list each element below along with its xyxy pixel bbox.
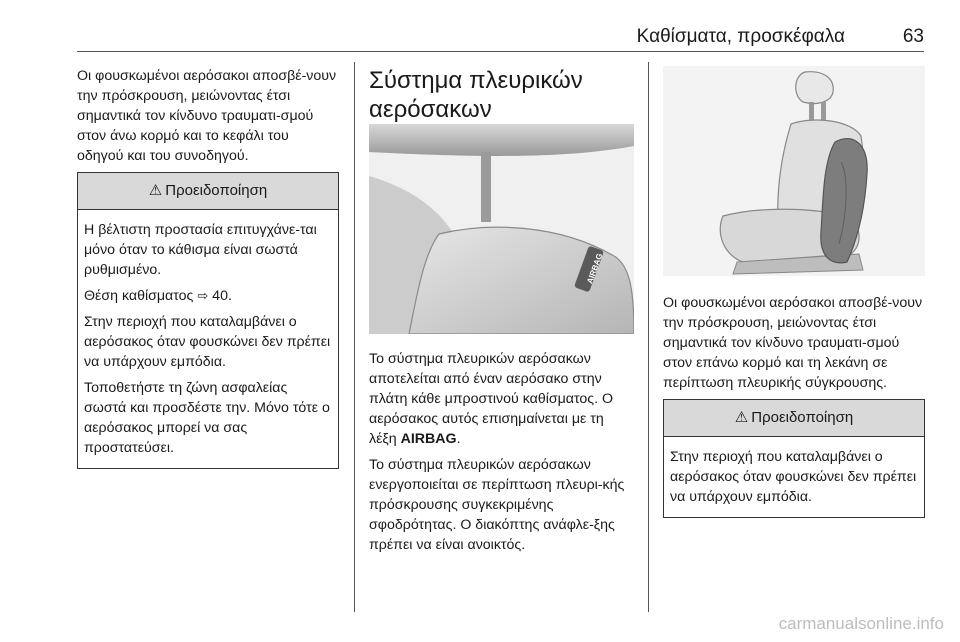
warning-icon: ⚠ [148,182,163,199]
seat-side-airbag-closeup-figure [369,124,634,334]
header-rule [77,51,924,52]
warning-paragraph: Η βέλτιστη προστασία επιτυγχάνε-ται μόνο όταν το κάθισμα είναι σωστά ρυθμισμένο. [84,222,317,278]
header-title: Καθίσματα, προσκέφαλα [636,26,845,47]
warning-paragraph: Στην περιοχή που καταλαμβάνει ο αερόσακος όταν φουσκώνει δεν πρέπει να υπάρχουν εμπόδια. [670,449,917,505]
warning-body [664,437,924,517]
column-divider-2 [648,62,649,612]
warning-header [664,400,924,437]
seat-closeup-illustration [369,124,634,334]
warning-title: Προειδοποίηση [751,409,854,426]
warning-paragraph: Στην περιοχή που καταλαμβάνει ο αερόσακος όταν φουσκώνει δεν πρέπει να υπάρχουν εμπόδια. [84,314,331,370]
column-2-text [369,349,635,561]
side-airbag-effect-paragraph: Οι φουσκωμένοι αερόσακοι αποσβέ-νουν την πρόσκρουση, μειώνοντας έτσι σημαντικά τον κίνδυνο τραυματι-σμού στον επάνω κορμό και τη λεκάνη σε περίπτωση πλευρικής σύγκρουσης. [663,295,923,391]
warning-icon: ⚠ [734,409,749,426]
airbag-description-text: Το σύστημα πλευρικών αερόσακων αποτελείται από έναν αερόσακο στην πλάτη κάθε μπροστινού καθίσματος. Ο αερόσακος αυτός επισημαίνεται με τη λέξη [369,351,614,447]
warning-title: Προειδοποίηση [165,182,268,199]
section-heading: Σύστημα πλευρικών αερόσακων [369,67,583,123]
airbag-tag-label: AIRBAG [585,252,605,285]
airbag-label-word: AIRBAG [400,431,457,447]
watermark: carmanualsonline.info [778,614,944,633]
airbag-description-end: . [456,431,461,447]
column-divider-1 [354,62,355,612]
page-reference-arrow-icon: ⇨ [197,288,209,303]
intro-paragraph: Οι φουσκωμένοι αερόσακοι αποσβέ-νουν την πρόσκρουση, μειώνοντας έτσι σημαντικά τον κίνδυνο τραυματι-σμού στον άνω κορμό και το κεφάλι του οδηγού και του συνοδηγού. [77,68,337,164]
warning-body [78,210,338,468]
column-3-text [663,293,925,518]
warning-paragraph: Τοποθετήστε τη ζώνη ασφαλείας σωστά και προσδέστε την. Μόνο τότε ο αερόσακος μπορεί να σας προστατεύσει. [84,380,330,456]
airbag-description [369,349,635,449]
warning-header [78,173,338,210]
activation-paragraph: Το σύστημα πλευρικών αερόσακων ενεργοποιείται σε περίπτωση πλευρι-κής πρόσκρουσης συγκεκριμένης σφοδρότητας. Ο διακόπτης ανάφλε-ξης πρέπει να είναι ανοικτός. [369,457,625,553]
crossref-page: 40. [208,288,232,304]
warning-paragraph-crossref [84,286,332,306]
column-3 [663,66,925,606]
warning-box-2 [663,399,925,518]
page-number: 63 [902,26,924,47]
column-1 [77,66,339,469]
crossref-text: Θέση καθίσματος [84,288,198,304]
warning-box [77,172,339,469]
